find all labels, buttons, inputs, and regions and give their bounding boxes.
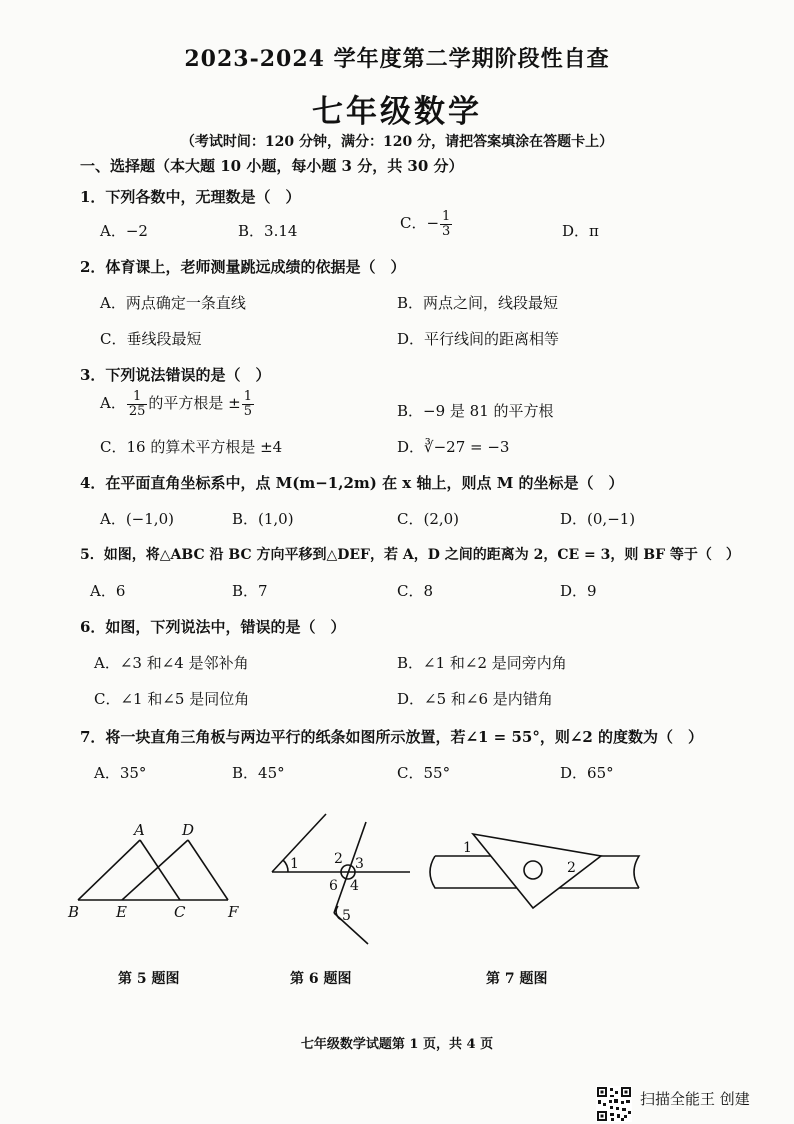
question-6-option-d[interactable]: D．∠5 和∠6 是内错角: [397, 690, 553, 708]
edge-ed: [122, 840, 188, 900]
figure-6-caption: 第 6 题图: [290, 971, 352, 987]
question-3-option-b[interactable]: B．−9 是 81 的平方根: [397, 402, 554, 420]
label-angle-5: 5: [342, 908, 351, 924]
label-c: C: [174, 903, 186, 921]
question-2-option-c[interactable]: C．垂线段最短: [100, 330, 202, 348]
label-angle-1: 1: [290, 856, 299, 872]
question-5-option-b[interactable]: B．7: [232, 582, 268, 600]
figure-6: [262, 808, 420, 948]
question-7-stem: 7．将一块直角三角板与两边平行的纸条如图所示放置，若∠1 = 55°，则∠2 的度数为（ ）: [80, 728, 704, 746]
label-angle-3: 3: [355, 856, 364, 872]
section-title: 一、选择题（本大题 10 小题，每小题 3 分，共 30 分）: [80, 157, 464, 175]
question-4-stem: 4．在平面直角坐标系中，点 M(m−1,2m) 在 x 轴上，则点 M 的坐标是（ ）: [80, 474, 624, 492]
question-3-option-c[interactable]: C．16 的算术平方根是 ±4: [100, 438, 283, 456]
label-angle-4: 4: [350, 878, 359, 894]
edge-ac: [140, 840, 180, 900]
edge-ba: [78, 840, 140, 900]
question-5-stem: 5．如图，将△ABC 沿 BC 方向平移到△DEF，若 A，D 之间的距离为 2，CE = 3，则 BF 等于（ ）: [80, 547, 740, 563]
subject-title: 七年级数学: [312, 94, 482, 130]
edge-df: [188, 840, 228, 900]
question-4-option-a[interactable]: A．(−1,0): [100, 510, 174, 528]
question-1-option-b[interactable]: B．3.14: [238, 222, 298, 240]
question-2-stem: 2．体育课上，老师测量跳远成绩的依据是（ ）: [80, 258, 406, 276]
fraction-one-twentyfifth: $\frac{1}{25}$: [128, 389, 146, 419]
question-7-option-d[interactable]: D．65°: [560, 764, 614, 782]
question-7-option-b[interactable]: B．45°: [232, 764, 285, 782]
figure-7-caption: 第 7 题图: [486, 971, 548, 987]
question-6-stem: 6．如图，下列说法中，错误的是（ ）: [80, 618, 346, 636]
exam-note: （考试时间：120 分钟，满分：120 分，请把答案填涂在答题卡上）: [180, 134, 614, 150]
qr-code-icon: [596, 1086, 632, 1122]
figure-5-caption: 第 5 题图: [118, 971, 180, 987]
figure-7: [425, 818, 645, 918]
question-5-option-a[interactable]: A．6: [90, 582, 126, 600]
fraction-one-third: $\frac{1}{3}$: [442, 209, 451, 239]
label-d: D: [182, 821, 195, 839]
label-angle-6: 6: [329, 878, 338, 894]
set-square: [473, 834, 601, 908]
question-5-option-d[interactable]: D．9: [560, 582, 597, 600]
label-angle-2: 2: [334, 851, 343, 867]
label-f: F: [228, 903, 239, 921]
label-a: A: [134, 821, 145, 839]
scanner-watermark: 扫描全能王 创建: [640, 1090, 750, 1108]
question-6-option-c[interactable]: C．∠1 和∠5 是同位角: [94, 690, 250, 708]
question-3-option-d[interactable]: D．∛−27 = −3: [397, 438, 510, 456]
question-1-option-a[interactable]: A．−2: [100, 222, 148, 240]
question-4-option-c[interactable]: C．(2,0): [397, 510, 460, 528]
upper-left-line: [272, 814, 326, 872]
question-2-option-d[interactable]: D．平行线间的距离相等: [397, 330, 560, 348]
question-6-option-a[interactable]: A．∠3 和∠4 是邻补角: [94, 654, 249, 672]
question-4-option-d[interactable]: D．(0,−1): [560, 510, 636, 528]
exam-title: 2023-2024 学年度第二学期阶段性自查: [184, 46, 610, 72]
figure-5: [60, 815, 250, 925]
label-e: E: [116, 903, 127, 921]
label-angle-2: 2: [567, 860, 576, 876]
question-2-option-a[interactable]: A．两点确定一条直线: [100, 294, 246, 312]
fraction-one-fifth: $\frac{1}{5}$: [243, 389, 253, 419]
question-6-option-b[interactable]: B．∠1 和∠2 是同旁内角: [397, 654, 567, 672]
question-7-option-c[interactable]: C．55°: [397, 764, 451, 782]
question-4-option-b[interactable]: B．(1,0): [232, 510, 294, 528]
question-7-option-a[interactable]: A．35°: [94, 764, 147, 782]
question-1-option-d[interactable]: D．π: [562, 222, 599, 240]
question-1-option-c[interactable]: [400, 210, 453, 238]
angle-1-arc: [283, 860, 288, 872]
page-footer: 七年级数学试题第 1 页，共 4 页: [300, 1037, 494, 1052]
label-b: B: [68, 903, 80, 921]
question-3-option-a[interactable]: A． $\frac{1}{25}$ 的平方根是 ± $\frac{1}{5}$: [100, 389, 253, 419]
option-c-label: C．−: [400, 214, 440, 233]
question-5-option-c[interactable]: C．8: [397, 582, 434, 600]
question-1-stem: 1．下列各数中，无理数是（ ）: [80, 188, 301, 206]
label-angle-1: 1: [463, 840, 472, 856]
question-2-option-b[interactable]: B．两点之间，线段最短: [397, 294, 559, 312]
question-3-stem: 3．下列说法错误的是（ ）: [80, 366, 271, 384]
